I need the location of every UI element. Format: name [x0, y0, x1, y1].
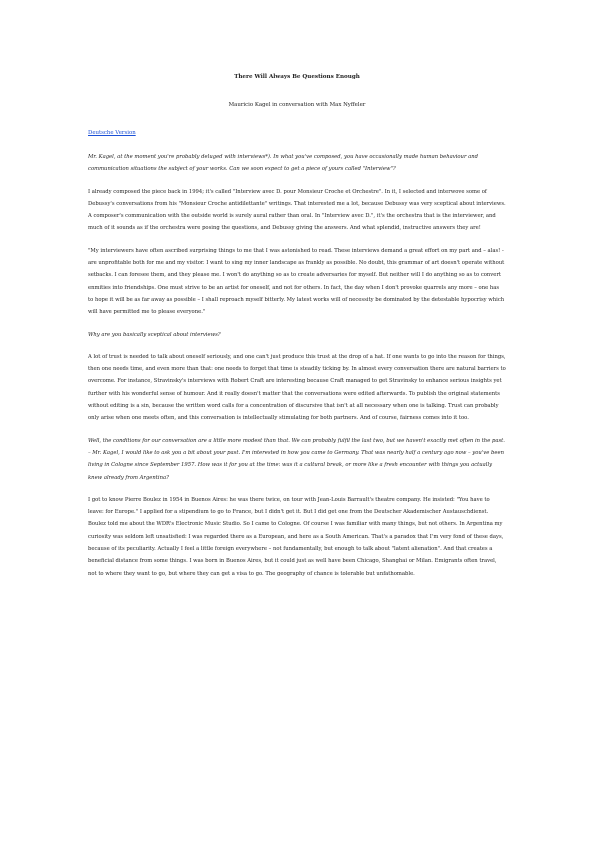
document-page [88, 73, 506, 580]
answer-paragraph: I got to know Pierre Boulez in 1954 in Buenos Aires: he was there twice, on tour with Jean-Louis Barrault's theatre company. He insisted: "You have to leave: for Europe." I applied for a stipendium to go to France, but I didn't get it. But I did get one from the Deutscher Akademischer Austauschdienst. Boulez told me about the WDR's Electronic Music Studio. So I came to Cologne. Of course I was familiar with many things, but not others. In Argentina my curiosity was seldom left unsatisfied: I was regarded there as a European, and here as a South American. That's a paradox that I'm very fond of these days, because of its peculiarity. Actually I feel a little foreign everywhere – not fundamentally, but enough to talk about "latent alienation". And that creates a beneficial distance from some things. I was born in Buenos Aires, but it could just as well have been Chicago, Shanghai or Milan. Emigrants often travel, not to where they want to go, but where they can get a visa to go. The geography of chance is tolerable but unfathomable. [88, 496, 504, 577]
document-subtitle: Mauricio Kagel in conversation with Max Nyffeler [228, 102, 366, 108]
document-title: There Will Always Be Questions Enough [234, 74, 360, 80]
german-version-link[interactable]: Deutsche Version [88, 130, 136, 136]
question-paragraph: Well, the conditions for our conversation are a little more modest than that. We can probably fulfil the last two, but we haven't exactly met often in the past. – Mr. Kagel, I would like to ask you a bit about your past. I'm interested in how you came to Germany. That was nearly half a century ago now – you've been living in Cologne since September 1957. How was it for you at the time: was it a cultural break, or more like a fresh encounter with things you actually knew already from Argentina? [88, 437, 505, 481]
answer-paragraph: I already composed the piece back in 1994; it's called "Interview avec D. pour Monsieur Croche et Orchestre". In it, I selected and interwove some of Debussy's conversations from his "Monsieur Croche antidilettante" writings. That interested me a lot, because Debussy was very sceptical about interviews. A composer's communication with the outside world is surely aural rather than oral. In "Interview avec D.", it's the orchestra that is the interviewer, and much of it sounds as if the orchestra were posing the questions, and Debussy giving the answers. And what splendid, instructive answers they are! [88, 188, 506, 232]
question-paragraph: Why are you basically sceptical about interviews? [88, 331, 221, 338]
question-paragraph: Mr. Kagel, at the moment you're probably deluged with interviews*). In what you've composed, you have occasionally made human behaviour and communication situations the subject of your works. Can we soon expect to get a piece of yours called "Interview"? [88, 154, 478, 173]
answer-paragraph: A lot of trust is needed to talk about oneself seriously, and one can't just produce this trust at the drop of a hat. If one wants to go into the reason for things, then one needs time, and even more than that: one needs to forget that time is steadily ticking by. In almost every conversation there are natural barriers to overcome. For instance, Stravinsky's interviews with Robert Craft are interesting because Craft managed to get Stravinsky to enhance serious insights yet further with his wonderful sense of humour. And it really doesn't matter that the conversations were edited afterwards. To publish the original statements without editing is a sin, because the written word calls for a concentration of discursive that isn't at all necessary when one is talking. Trust can probably only arise when one meets often, and this conversation is intellectually stimulating for both partners. And of course, fairness comes into it too. [88, 353, 506, 422]
answer-paragraph: "My interviewers have often ascribed surprising things to me that I was astonished to read. These interviews demand a great effort on my part and – alas! - are unprofitable both for me and my visitor. I want to sing my inner landscape as frankly as possible. No doubt, this grammar of art doesn't operate without setbacks. I can foresee them, and they please me. I won't do anything so as to create adversaries for myself. But neither will I do anything so as to convert enmities into friendships. One must strive to be an artist for oneself, and not for others. In fact, the day when I don't provoke quarrels any more – one has to hope it will be as far away as possible – I shall reproach myself bitterly. My latest works will of necessity be dominated by the detestable hypocrisy which will have permitted me to please everyone." [88, 247, 505, 316]
